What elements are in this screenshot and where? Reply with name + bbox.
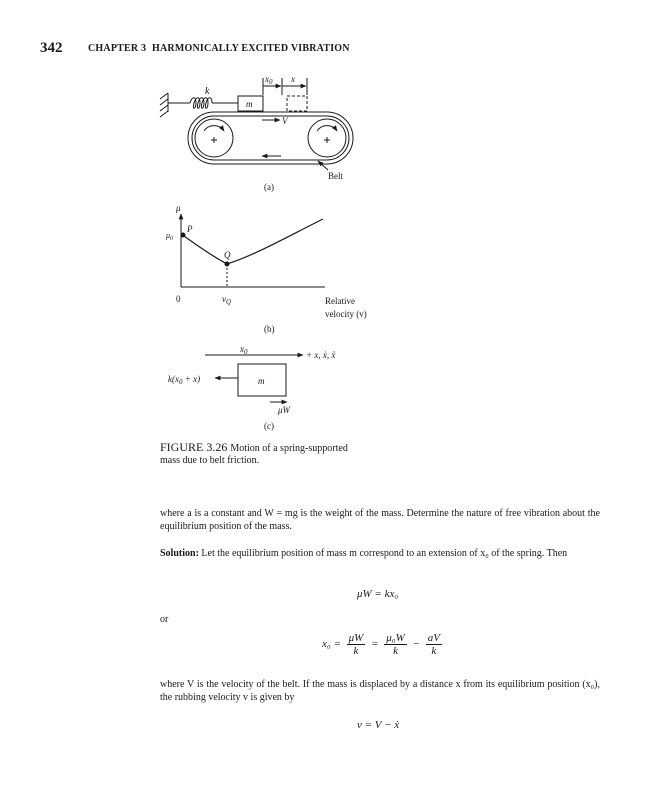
- x-label-a: x: [291, 74, 295, 84]
- eq2-equals: =: [371, 638, 379, 651]
- fraction-3: $\frac{aV}{k}$: [427, 632, 440, 657]
- x0-label-c: $x_0$: [240, 344, 248, 356]
- chapter-title: HARMONICALLY EXCITED VIBRATION: [152, 43, 350, 54]
- panel-a: [160, 78, 353, 170]
- point-p-dot: [181, 233, 185, 237]
- point-q-dot: [225, 262, 229, 266]
- figure-caption-label: FIGURE 3.26: [160, 440, 228, 454]
- fraction-2: $\frac{\text{μ₀W}}{k}$: [386, 632, 405, 657]
- velocity-label: V: [282, 116, 288, 126]
- friction-label: μW: [278, 405, 291, 415]
- page-number: 342: [40, 40, 63, 56]
- friction-curve: [181, 219, 323, 264]
- equation-rubbing-velocity: v = V − ẋ: [357, 719, 400, 731]
- panel-b-label: (b): [264, 324, 275, 334]
- fraction-1: $\frac{\mu W}{k}$: [348, 632, 364, 657]
- x0-label-a: $x_0$: [265, 74, 273, 86]
- paragraph-solution: [160, 547, 600, 560]
- chapter-label: CHAPTER 3: [88, 43, 147, 54]
- or-text: or: [160, 614, 169, 625]
- left-rotation-arrow: [204, 126, 224, 131]
- vq-label: $v_Q$: [222, 294, 232, 306]
- eq2-minus: −: [412, 638, 420, 651]
- panel-a-label: (a): [264, 182, 274, 192]
- spring: [168, 98, 238, 109]
- point-q-label: Q: [224, 250, 231, 260]
- x-axis-label-1: Relative: [325, 296, 355, 306]
- panel-b: [181, 214, 325, 287]
- point-p-label: P: [187, 224, 193, 234]
- panel-c: [205, 355, 303, 402]
- coordinate-label: + x, ẋ, ẍ: [306, 350, 336, 360]
- figure-caption-text: Motion of a spring-supported: [230, 443, 348, 454]
- belt-label: Belt: [328, 171, 343, 181]
- panel-b-labels: [165, 203, 367, 334]
- origin-label: 0: [176, 294, 181, 304]
- mu-axis-label: μ: [176, 203, 181, 213]
- equation-equilibrium: μW = kx₀: [357, 588, 399, 600]
- eq2-lhs: x₀ =: [322, 638, 341, 651]
- solution-label: Solution:: [160, 548, 199, 559]
- solution-text: Let the equilibrium position of mass m correspond to an extension of x₀ of the spring. Then: [201, 548, 568, 559]
- mass-label-a: m: [246, 99, 253, 109]
- figure-caption-line2: mass due to belt friction.: [160, 455, 260, 466]
- equation-x0: [322, 632, 445, 657]
- mu0-label: $\mu_0$: [166, 231, 174, 242]
- wall-hatch: [160, 93, 168, 117]
- panel-c-label: (c): [264, 421, 274, 431]
- right-rotation-arrow: [317, 126, 337, 131]
- displaced-mass-outline: [287, 96, 307, 111]
- mass-label-c: m: [258, 376, 265, 386]
- paragraph-problem-statement: where a is a constant and W = mg is the weight of the mass. Determine the nature of free vibration about the equilibrium position of the mass.: [160, 508, 600, 532]
- spring-constant-label: k: [205, 86, 210, 97]
- panel-a-labels: [205, 74, 343, 192]
- figure-caption: [160, 440, 348, 455]
- panel-c-labels: [168, 344, 335, 431]
- paragraph-rubbing-velocity: where V is the velocity of the belt. If the mass is displaced by a distance x from its equilibrium position (x₀), the rubbing velocity v is given by: [160, 679, 600, 703]
- x-axis-label-2: velocity (v): [325, 309, 367, 319]
- spring-force-label: $k(x_0 + x)$: [168, 374, 201, 386]
